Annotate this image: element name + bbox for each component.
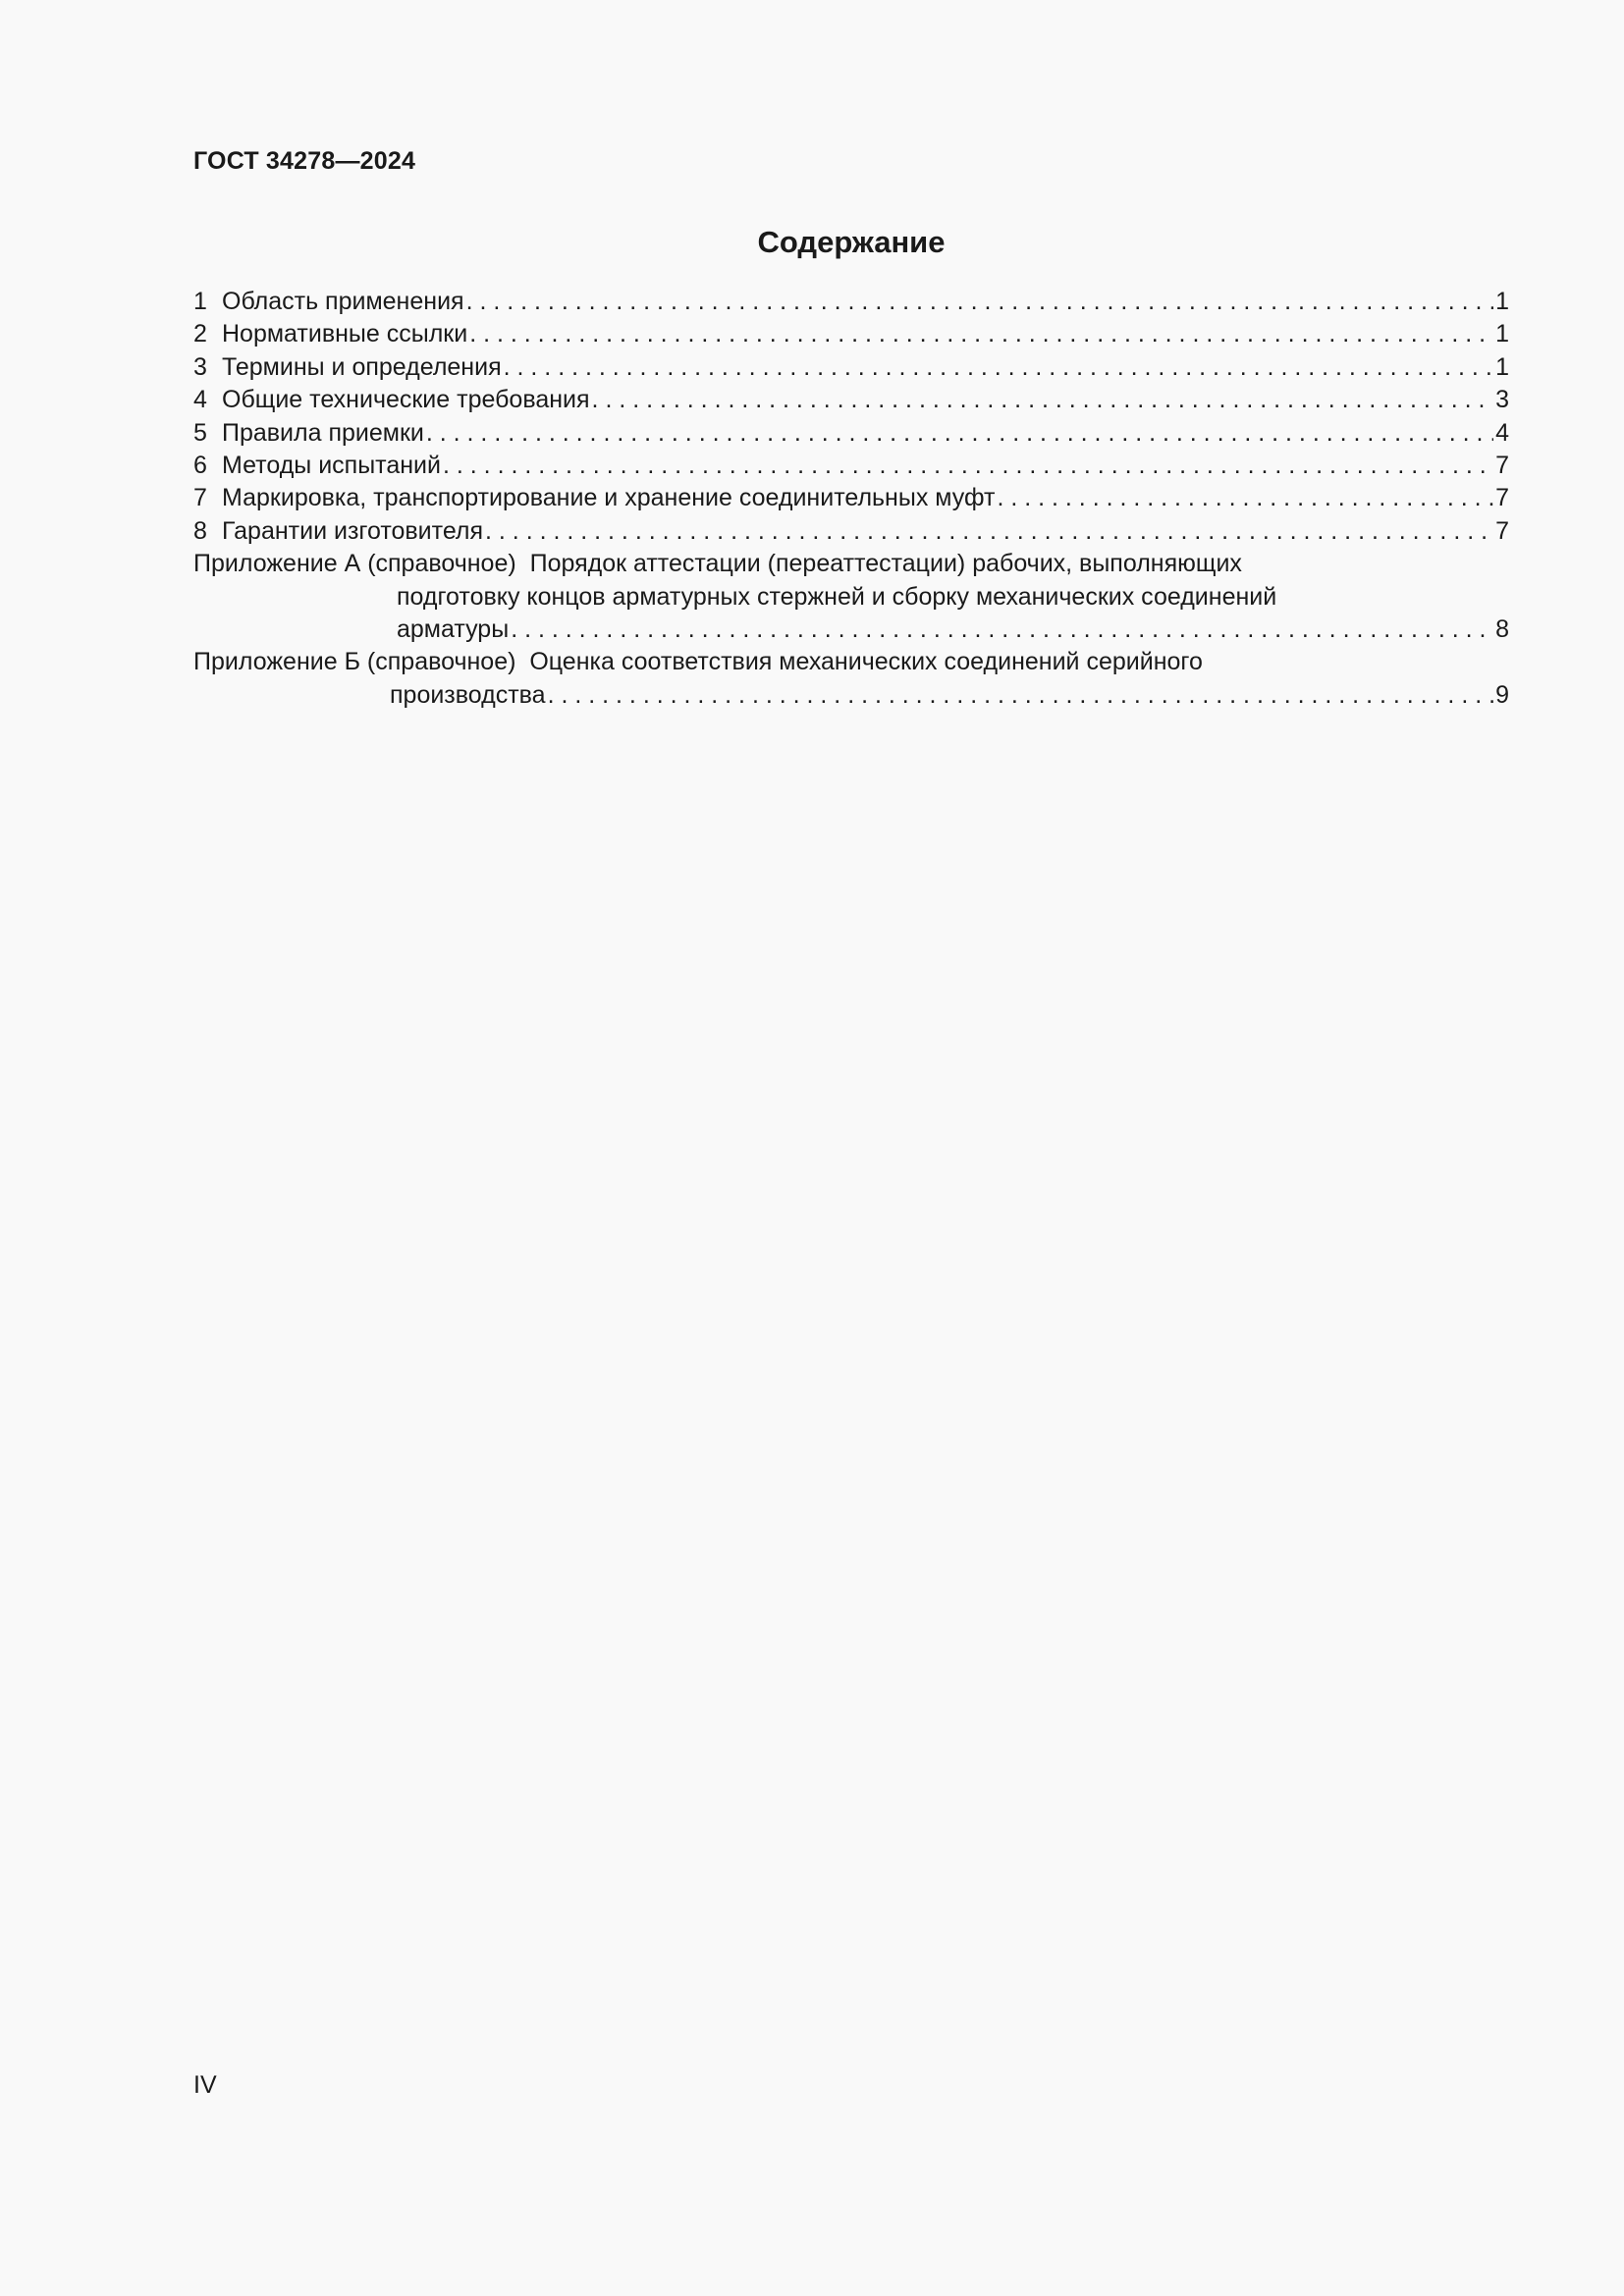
appendix-label: Приложение А (справочное) <box>193 550 516 578</box>
toc-appendix-a[interactable] <box>193 548 1509 646</box>
dot-leader <box>548 679 1494 712</box>
dot-leader <box>592 384 1494 416</box>
toc-entry-page: 1 <box>1495 352 1509 381</box>
dot-leader <box>426 417 1493 450</box>
toc-entry[interactable] <box>193 384 1509 416</box>
toc-entry-number: 4 <box>193 386 207 414</box>
toc-entry-number: 7 <box>193 484 207 512</box>
toc-entry-number: 2 <box>193 320 207 348</box>
toc-appendix-b[interactable] <box>193 646 1509 712</box>
page-number: IV <box>193 2071 217 2099</box>
toc-entry-number: 8 <box>193 516 207 545</box>
dot-leader <box>511 614 1493 646</box>
toc-entry-title: Область применения <box>222 288 464 315</box>
toc-entry-page: 1 <box>1495 288 1509 315</box>
toc-entry-page: 1 <box>1495 320 1509 348</box>
appendix-title-line: подготовку концов арматурных стержней и сборку механических соединений <box>397 582 1277 611</box>
toc-entry[interactable] <box>193 351 1509 384</box>
toc-entry-number: 1 <box>193 288 207 315</box>
toc-entry-title: Правила приемки <box>222 418 424 447</box>
toc-entry[interactable] <box>193 318 1509 350</box>
toc-entry[interactable] <box>193 515 1509 548</box>
toc-entry-title: Общие технические требования <box>222 386 590 414</box>
toc-entry[interactable] <box>193 482 1509 514</box>
toc-entry-title: Методы испытаний <box>222 451 441 479</box>
toc-entry-page: 9 <box>1495 680 1509 709</box>
document-id: ГОСТ 34278—2024 <box>193 147 416 175</box>
dot-leader <box>997 482 1493 514</box>
toc-entry[interactable] <box>193 450 1509 482</box>
toc-entry-page: 3 <box>1495 386 1509 414</box>
toc-entry-page: 7 <box>1495 451 1509 479</box>
toc-entry-number: 3 <box>193 352 207 381</box>
toc-entry-number: 6 <box>193 451 207 479</box>
dot-leader <box>469 318 1493 350</box>
dot-leader <box>443 450 1493 482</box>
toc-entry-page: 4 <box>1495 418 1509 447</box>
toc-entry[interactable] <box>193 417 1509 450</box>
toc-entry-title: Термины и определения <box>222 352 502 381</box>
dot-leader <box>466 286 1494 318</box>
toc-entry-page: 8 <box>1495 614 1509 643</box>
toc-entry-title: Гарантии изготовителя <box>222 516 484 545</box>
toc-title: Содержание <box>757 225 946 259</box>
appendix-title-line: арматуры <box>397 614 510 643</box>
toc-entry-title: Маркировка, транспортирование и хранение соединительных муфт <box>222 484 996 512</box>
toc-entry-page: 7 <box>1495 516 1509 545</box>
appendix-label: Приложение Б (справочное) <box>193 648 516 676</box>
appendix-title-line: Порядок аттестации (переаттестации) рабочих, выполняющих <box>529 550 1242 578</box>
toc-entry[interactable] <box>193 286 1509 318</box>
dot-leader <box>485 515 1493 548</box>
table-of-contents <box>193 286 1509 712</box>
appendix-title-line: производства <box>390 680 546 709</box>
toc-entry-page: 7 <box>1495 484 1509 512</box>
toc-entry-title: Нормативные ссылки <box>222 320 468 348</box>
dot-leader <box>504 351 1493 384</box>
appendix-title-line: Оценка соответствия механических соединений серийного <box>529 648 1203 676</box>
toc-entry-number: 5 <box>193 418 207 447</box>
